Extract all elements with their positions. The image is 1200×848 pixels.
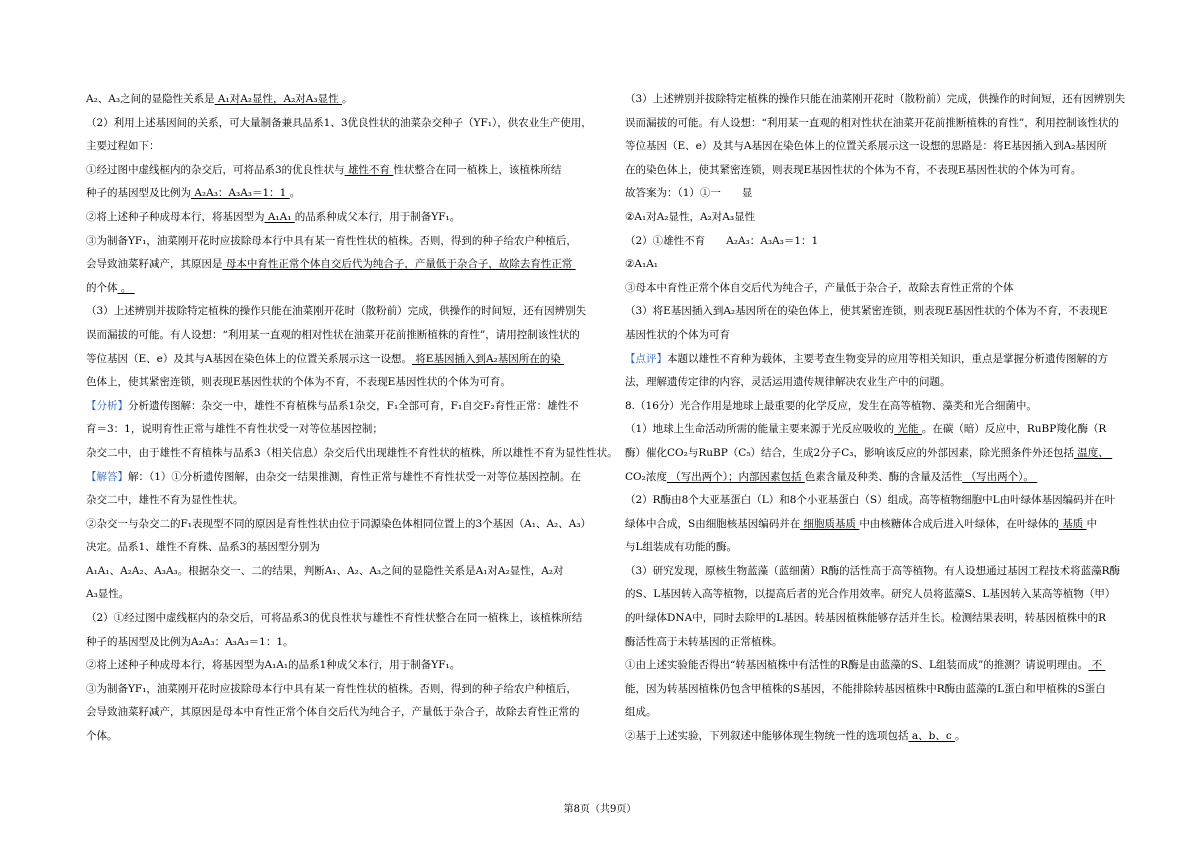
answer-blank: 母本中育性正常个体自交后代为纯合子，产量低于杂合子，故除去育性正常 xyxy=(222,258,576,271)
text-line: ③母本中育性正常个体自交后代为纯合子，产量低于杂合子，故除去育性正常的个体 xyxy=(625,281,1014,294)
text-line: 误而漏拔的可能。有人设想：“利用某一直观的相对性状在油菜开花前推断植株的育性”，请用控制该性状的 xyxy=(86,328,580,341)
text-line: 绿体中合成，S由细胞核基因编码并在 细胞质基质 中由核糖体合成后进入叶绿体，在叶绿体的 基质 中 xyxy=(625,517,1098,530)
text-line: （2）①经过图中虚线框内的杂交后，可将品系3的优良性状与雄性不育性状整合在同一植株上，该植株所结 xyxy=(86,612,583,625)
text-line: 等位基因（E、e）及其与A基因在染色体上的位置关系展示这一设想的思路是：将E基因插入到A₂基因所 xyxy=(625,140,1107,153)
text-line: 色体上，使其紧密连锁，则表现E基因性状的个体为不育，不表现E基因性状的个体为可育。 xyxy=(86,376,511,389)
text-line: ①经过图中虚线框内的杂交后，可将品系3的优良性状与 雄性不育 性状整合在同一植株上，该植株所结 xyxy=(86,163,562,176)
text-line: 酶活性高于未转基因的正常植株。 xyxy=(625,635,783,648)
text-line: 杂交二中，由于雄性不育植株与品系3（相关信息）杂交后代出现雄性不育性状的植株，所以雄性不育为显性性状。 xyxy=(86,446,618,459)
text-line: CO₂浓度 （写出两个）；内部因素包括 色素含量及种类、酶的含量及活性 （写出两个）。 xyxy=(625,470,1038,483)
text-line: ②将上述种子种成母本行，将基因型为A₁A₁的品系1种成父本行，用于制备YF₁。 xyxy=(86,659,461,672)
text-line: ③为制备YF₁，油菜刚开花时应拔除母本行中具有某一育性性状的植株。否则，得到的种子给农户种植后， xyxy=(86,682,577,695)
text-line: A₃显性。 xyxy=(86,588,130,601)
page-footer: 第8页（共9页） xyxy=(563,804,637,815)
text-line: 在的染色体上，使其紧密连锁，则表现E基因性状的个体为不育，不表现E基因性状的个体为可育。 xyxy=(625,163,1082,176)
section-tag: 【点评】 xyxy=(625,352,667,365)
text-line: ①由上述实验能否得出“转基因植株中有活性的R酶是由蓝藻的S、L组装而成”的推测？请说明理由。 不 xyxy=(625,659,1106,672)
text-line: 会导致油菜籽减产，其原因是 母本中育性正常个体自交后代为纯合子，产量低于杂合子，故除去育性正常 xyxy=(86,258,576,271)
text-line: （3）将E基因插入到A₂基因所在的染色体上，使其紧密连锁，则表现E基因性状的个体为不育，不表现E xyxy=(625,305,1108,318)
text-line: 杂交二中，雄性不育为显性性状。 xyxy=(86,494,244,507)
text-line: ②A₁A₁ xyxy=(625,258,658,271)
text-line: 8.（16分）光合作用是地球上最重要的化学反应，发生在高等植物、藻类和光合细菌中。 xyxy=(625,399,1037,412)
answer-blank: 基质 xyxy=(1058,517,1087,530)
text-line: 【解答】解：（1）①分析遗传图解，由杂交一结果推测，育性正常与雄性不育性状受一对等位基因控制。在 xyxy=(86,470,581,483)
text-line: ②杂交一与杂交二的F₁表现型不同的原因是育性性状由位于同源染色体相同位置上的3个基因（A₁、A₂、A₃） xyxy=(86,517,592,530)
text-line: 故答案为：（1）①一 显 xyxy=(625,187,753,200)
text-line: （2）利用上述基因间的关系，可大量制备兼具品系1、3优良性状的油菜杂交种子（YF₁），供农业生产使用， xyxy=(86,116,592,129)
left-column xyxy=(86,88,618,749)
answer-blank: 细胞质基质 xyxy=(800,517,860,530)
answer-blank: A₁对A₂显性，A₂对A₃显性 xyxy=(214,93,342,105)
answer-blank: A₂A₃：A₃A₃＝1：1 xyxy=(191,187,290,200)
text-line: 育＝3：1，说明育性正常与雄性不育性状受一对等位基因控制； xyxy=(86,423,383,436)
text-line: （3）上述辨别并拔除特定植株的操作只能在油菜刚开花时（散粉前）完成，供操作的时间短，还有因辨别失 xyxy=(625,93,1126,105)
text-line: 【点评】本题以雄性不育种为载体，主要考查生物变异的应用等相关知识，重点是掌握分析遗传图解的方 xyxy=(625,352,1108,365)
text-line: 个体。 xyxy=(86,730,118,743)
text-line: 等位基因（E、e）及其与A基因在染色体上的位置关系展示这一设想。 将E基因插入到A₂基因所在的染 xyxy=(86,352,565,365)
text-line: 种子的基因型及比例为A₂A₃：A₃A₃＝1：1。 xyxy=(86,635,294,648)
text-line: （3）上述辨别并拔除特定植株的操作只能在油菜刚开花时（散粉前）完成，供操作的时间短，还有因辨别失 xyxy=(86,305,587,318)
text-line: 决定。品系1、雄性不育株、品系3的基因型分别为 xyxy=(86,541,320,554)
text-line: 与L组装成有功能的酶。 xyxy=(625,541,737,554)
text-line: A₂、A₃之间的显隐性关系是 A₁对A₂显性，A₂对A₃显性 。 xyxy=(86,93,353,105)
text-line: （2）①雄性不育 A₂A₃：A₃A₃＝1：1 xyxy=(625,234,819,247)
right-column xyxy=(625,88,1133,749)
text-line: （3）研究发现，原核生物蓝藻（蓝细菌）R酶的活性高于高等植物。有人设想通过基因工程技术将蓝藻R酶 xyxy=(625,564,1120,577)
text-line: A₁A₁、A₂A₂、A₃A₃。根据杂交一、二的结果，判断A₁、A₂、A₃之间的显隐性关系是A₁对A₂显性，A₂对 xyxy=(86,564,564,577)
text-line: 的个体 。 xyxy=(86,281,135,294)
text-line: 误而漏拔的可能。有人设想：“利用某一直观的相对性状在油菜开花前推断植株的育性”，利用控制该性状的 xyxy=(625,116,1119,129)
answer-blank: 不 xyxy=(1088,659,1106,672)
text-line: 法，理解遗传定律的内容，灵活运用遗传规律解决农业生产中的问题。 xyxy=(625,376,951,389)
section-tag: 【解答】 xyxy=(86,470,128,483)
text-line: （1）地球上生命活动所需的能量主要来源于光反应吸收的 光能 。在碳（暗）反应中，RuBP羧化酶（R xyxy=(625,423,1107,436)
text-line: 的S、L基因转入高等植物，以提高后者的光合作用效率。研究人员将蓝藻S、L基因转入某高等植物（甲） xyxy=(625,588,1116,601)
text-line: ②将上述种子种成母本行，将基因型为 A₁A₁ 的品系种成父本行，用于制备YF₁。 xyxy=(86,210,461,223)
text-line: 会导致油菜籽减产，其原因是母本中育性正常个体自交后代为纯合子，产量低于杂合子，故除去育性正常的 xyxy=(86,706,580,719)
text-line: 的叶绿体DNA中，同时去除甲的L基因。转基因植株能够存活并生长。检测结果表明，转基因植株中的R xyxy=(625,612,1107,625)
text-line: 酶）催化CO₂与RuBP（C₅）结合，生成2分子C₃，影响该反应的外部因素，除光照条件外还包括 温度、 xyxy=(625,446,1113,459)
text-line: 【分析】分析遗传图解：杂交一中，雄性不育植株与品系1杂交，F₁全部可育，F₁自交F₂育性正常：雄性不 xyxy=(86,399,579,412)
answer-blank: （写出两个）；内部因素包括 xyxy=(666,470,805,483)
section-tag: 【分析】 xyxy=(86,399,128,412)
text-line: ②A₁对A₂显性，A₂对A₃显性 xyxy=(625,210,756,223)
answer-blank: a、b、c xyxy=(908,730,956,743)
answer-blank: （写出两个）。 xyxy=(962,470,1038,483)
text-line: ②基于上述实验，下列叙述中能够体现生物统一性的选项包括 a、b、c 。 xyxy=(625,730,966,743)
answer-blank: 雄性不育 xyxy=(344,163,394,176)
text-line: 基因性状的个体为可育 xyxy=(625,328,730,341)
text-line: 种子的基因型及比例为 A₂A₃：A₃A₃＝1：1 。 xyxy=(86,187,301,200)
text-line: 能，因为转基因植株仍包含甲植株的S基因，不能排除转基因植株中R酶由蓝藻的L蛋白和甲植株的S蛋白 xyxy=(625,682,1106,695)
answer-blank: A₁A₁ xyxy=(264,210,295,223)
answer-blank: 。 xyxy=(117,281,135,294)
text-line: 组成。 xyxy=(625,706,657,719)
text-line: ③为制备YF₁，油菜刚开花时应拔除母本行中具有某一育性性状的植株。否则，得到的种子给农户种植后， xyxy=(86,234,577,247)
text-line: 主要过程如下： xyxy=(86,140,160,153)
answer-blank: 温度、 xyxy=(1073,446,1113,459)
text-line: （2）R酶由8个大亚基蛋白（L）和8个小亚基蛋白（S）组成。高等植物细胞中L由叶绿体基因编码并在叶 xyxy=(625,494,1116,507)
answer-blank: 将E基因插入到A₂基因所在的染 xyxy=(411,352,565,365)
answer-blank: 光能 xyxy=(894,423,922,436)
